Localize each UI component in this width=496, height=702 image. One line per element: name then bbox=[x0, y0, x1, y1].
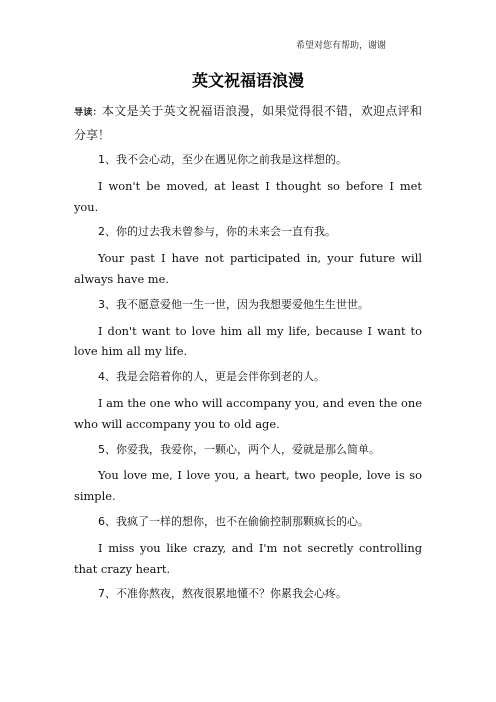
paragraph-7-cn: 7、不准你熬夜，熬夜很累地懂不？你累我会心疼。 bbox=[98, 587, 347, 601]
paragraph-4-en: I am the one who will accompany you, and even the one who will accompany you to old age. bbox=[74, 395, 422, 431]
paragraph-1-cn: 1、我不会心动，至少在遇见你之前我是这样想的。 bbox=[98, 153, 347, 166]
page-title: 英文祝福语浪漫 bbox=[191, 71, 304, 90]
intro-paragraph bbox=[74, 100, 422, 146]
paragraph-2-cn: 2、你的过去我未曾参与，你的未来会一直有我。 bbox=[98, 225, 336, 239]
intro-text: 本文是关于英文祝福语浪漫，如果觉得很不错，欢迎点评和分享！ bbox=[74, 104, 422, 142]
paragraph-3-cn: 3、我不愿意爱他一生一世，因为我想要爱他生生世世。 bbox=[98, 297, 369, 311]
paragraph-1-en: I won't be moved, at least I thought so before I met you. bbox=[74, 178, 422, 214]
paragraph-5-cn: 5、你爱我，我爱你，一颗心，两个人，爱就是那么简单。 bbox=[98, 442, 380, 456]
paragraph-3-en: I don't want to love him all my life, because I want to love him all my life. bbox=[74, 323, 422, 359]
paragraph-6-cn: 6、我疯了一样的想你，也不在偷偷控制那颗疯长的心。 bbox=[98, 514, 369, 528]
header-note: 希望对您有帮助，谢谢 bbox=[296, 41, 387, 51]
paragraph-2-en: Your past I have not participated in, your future will always have me. bbox=[74, 251, 422, 286]
paragraph-6-en: I miss you like crazy, and I'm not secretly controlling that crazy heart. bbox=[74, 540, 422, 576]
paragraph-4-cn: 4、我是会陪着你的人，更是会伴你到老的人。 bbox=[98, 370, 325, 384]
intro-label: 导读： bbox=[74, 108, 102, 118]
document-body bbox=[74, 100, 422, 610]
paragraph-5-en: You love me, I love you, a heart, two people, love is so simple. bbox=[74, 468, 422, 504]
